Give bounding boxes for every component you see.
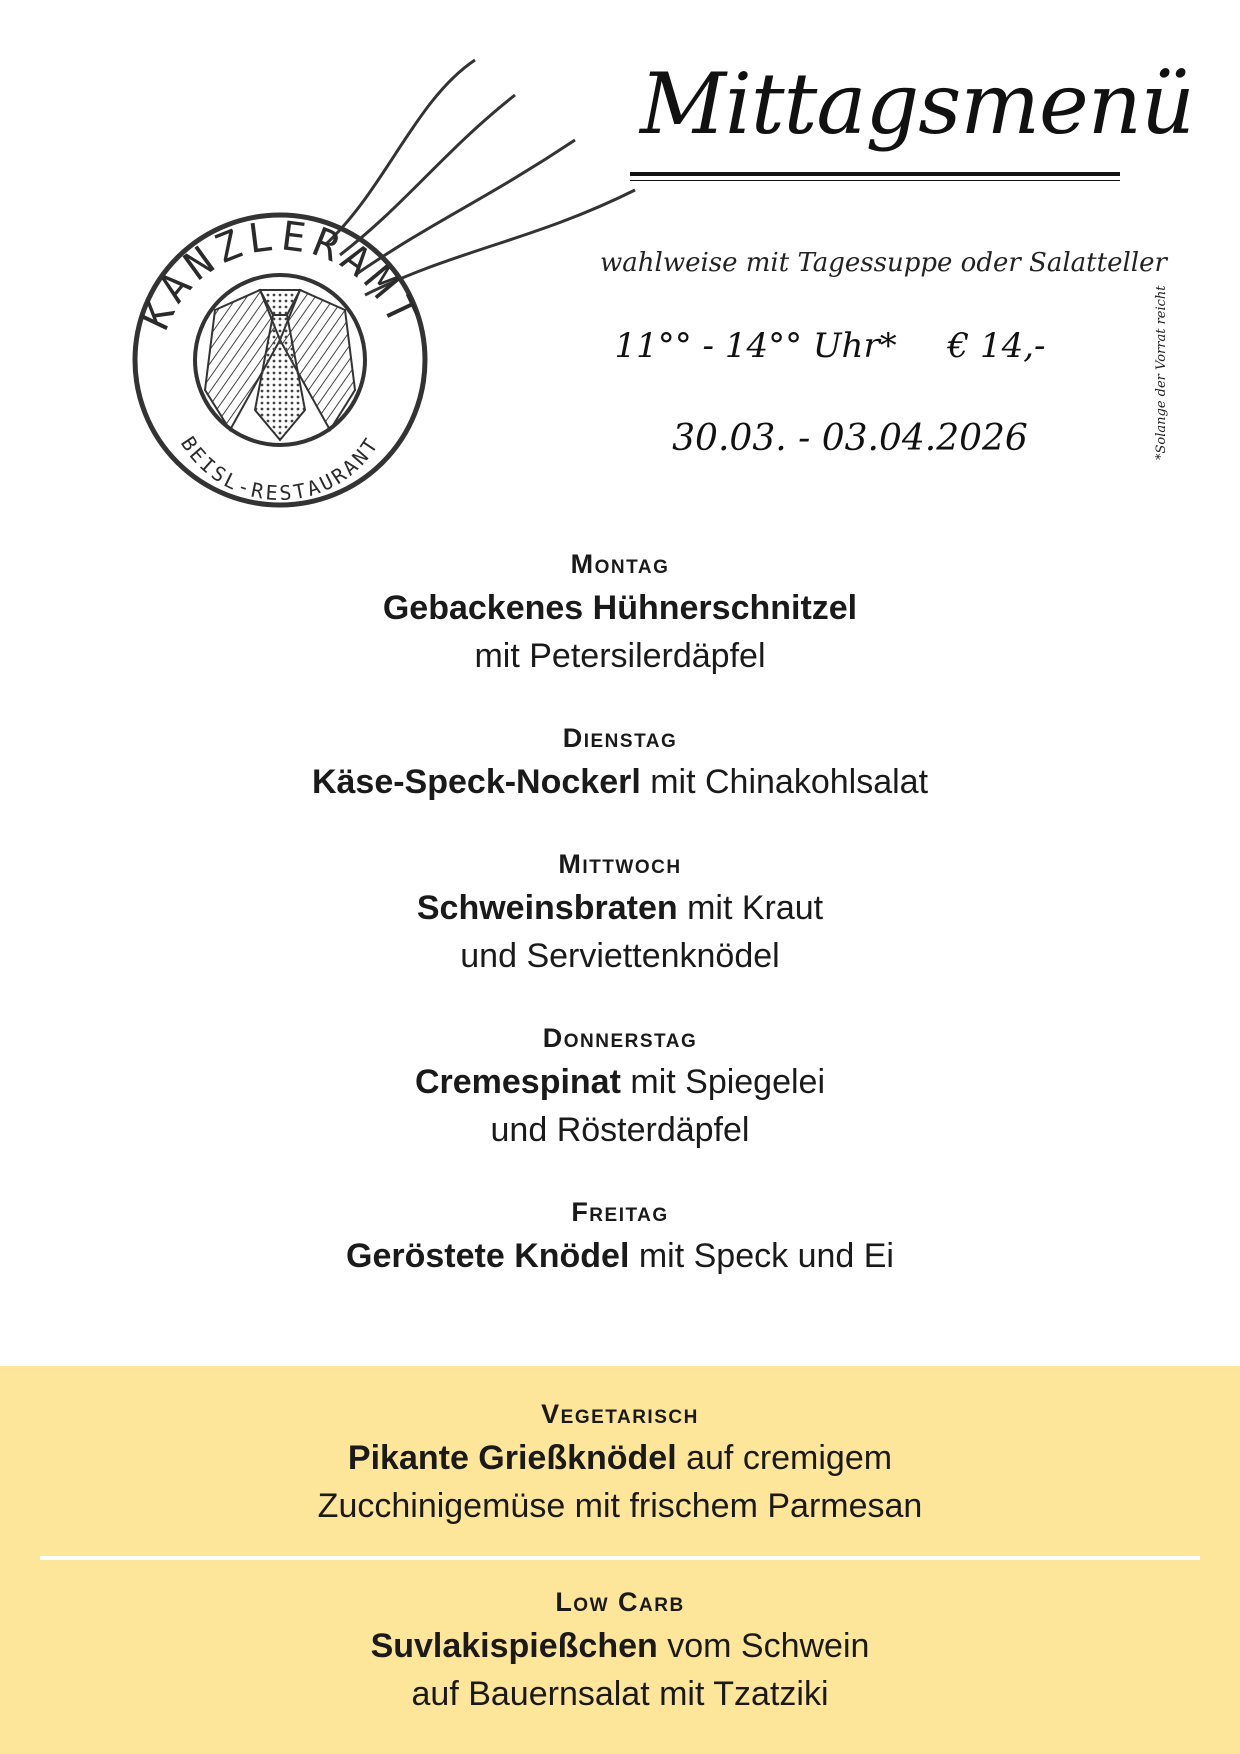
logo-name-text: KANZLERAMT: [132, 213, 428, 337]
menu-day: [0, 548, 1240, 680]
dish-side: mit Kraut: [677, 889, 824, 927]
dish-line: [0, 1622, 1240, 1670]
dish-line: [0, 584, 1240, 632]
title-underline-thin: [630, 180, 1120, 181]
weekday-menu: [0, 548, 1240, 1322]
title-underline: [630, 172, 1120, 176]
special-name: Vegetarisch: [541, 1399, 699, 1429]
special-item: [0, 1560, 1240, 1718]
dish-side: mit Speck und Ei: [629, 1237, 894, 1275]
dish-line: [0, 884, 1240, 932]
menu-day: [0, 848, 1240, 980]
menu-day: [0, 1022, 1240, 1154]
dish-name: Suvlakispießchen: [370, 1627, 658, 1665]
dish-line: [0, 1058, 1240, 1106]
menu-subtitle: wahlweise mit Tagessuppe oder Salatteller: [600, 248, 1167, 278]
restaurant-logo-stamp: [55, 40, 655, 510]
dish-side: mit Chinakohlsalat: [640, 763, 929, 801]
dish-line-2: Zucchinigemüse mit frischem Parmesan: [317, 1487, 923, 1525]
serving-info: [600, 326, 1060, 366]
dish-name: Cremespinat: [414, 1063, 621, 1101]
specials-panel: [0, 1366, 1240, 1754]
dish-line: [0, 1434, 1240, 1482]
dish-name: Pikante Grießknödel: [347, 1439, 677, 1477]
menu-date-range: 30.03. - 03.04.2026: [672, 418, 1028, 459]
menu-day: [0, 722, 1240, 806]
day-name: Mittwoch: [558, 849, 682, 879]
dish-name: Geröstete Knödel: [346, 1237, 630, 1275]
dish-side: auf cremigem: [676, 1439, 893, 1477]
dish-line-2: mit Petersilerdäpfel: [474, 637, 766, 675]
serving-time: 11°° - 14°° Uhr*: [614, 326, 897, 366]
dish-name: Gebackenes Hühnerschnitzel: [382, 589, 858, 627]
dish-line: [0, 758, 1240, 806]
dish-name: Schweinsbraten: [416, 889, 678, 927]
logo-tagline-text: BEISL-RESTAURANT: [175, 431, 385, 506]
day-name: Donnerstag: [542, 1023, 698, 1053]
special-name: Low Carb: [555, 1587, 685, 1617]
day-name: Freitag: [571, 1197, 669, 1227]
day-name: Montag: [570, 549, 670, 579]
dish-side: vom Schwein: [657, 1627, 870, 1665]
day-name: Dienstag: [562, 723, 678, 753]
dish-line-2: und Rösterdäpfel: [490, 1111, 750, 1149]
menu-title: Mittagsmenü: [640, 55, 1194, 153]
dish-line-2: und Serviettenknödel: [460, 937, 780, 975]
svg-text:BEISL-RESTAURANT: [176, 432, 384, 505]
dish-name: Käse-Speck-Nockerl: [311, 763, 641, 801]
special-item: [0, 1366, 1240, 1530]
menu-price: € 14,-: [947, 326, 1046, 366]
footnote-text: *Solange der Vorrat reicht: [1154, 285, 1169, 460]
footnote: [1140, 270, 1169, 470]
menu-day: [0, 1196, 1240, 1280]
dish-line: [0, 1232, 1240, 1280]
dish-line-2: auf Bauernsalat mit Tzatziki: [411, 1675, 829, 1713]
dish-side: mit Spiegelei: [620, 1063, 826, 1101]
